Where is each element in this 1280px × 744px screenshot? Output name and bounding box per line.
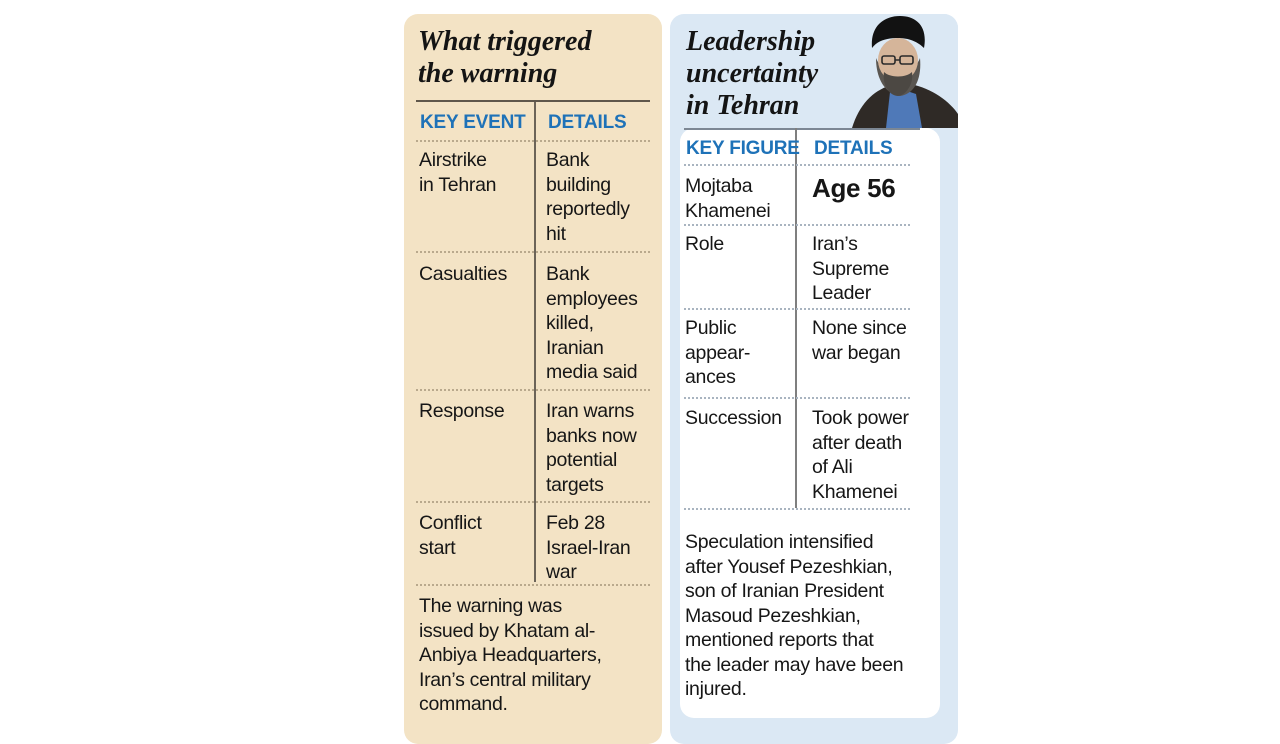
age-value: Age 56 [812,173,896,203]
details-cell: None since war began [812,317,907,364]
warning-note: The warning was issued by Khatam al- Anbiya Headquarters, Iran’s central military command. [419,595,602,715]
figure-cell: Role [685,233,724,255]
event-cell: Conflict start [419,512,482,559]
cleric-portrait-icon [846,14,958,128]
header-top-rule [416,100,650,102]
header-key-event: KEY EVENT [420,112,526,133]
header-details: DETAILS [548,112,627,133]
header-top-rule [684,128,920,130]
details-cell: Feb 28 Israel-Iran war [546,512,631,583]
row-divider [684,308,910,310]
warning-panel [404,14,662,744]
row-divider [684,164,910,166]
row-divider [416,140,650,142]
speculation-note: Speculation intensified after Yousef Pezeshkian, son of Iranian President Masoud Pezeshkian, mentioned reports that the leader may have been injured. [685,531,904,700]
details-cell: Iran’s Supreme Leader [812,233,890,304]
details-cell: Bank employees killed, Iranian media said [546,263,638,383]
warning-title: What triggered the warning [418,26,592,89]
figure-cell: Public appear- ances [685,317,751,388]
row-divider [416,389,650,391]
header-details: DETAILS [814,138,893,159]
details-cell: Bank building reportedly hit [546,149,630,245]
leadership-card [680,128,940,718]
details-cell: Took power after death of Ali Khamenei [812,407,909,503]
row-divider [416,501,650,503]
leadership-title: Leadership uncertainty in Tehran [686,26,819,121]
figure-cell: Succession [685,407,782,429]
row-divider [416,251,650,253]
event-cell: Airstrike in Tehran [419,149,497,196]
details-cell: Iran warns banks now potential targets [546,400,637,496]
figure-cell: Mojtaba Khamenei [685,175,771,222]
event-cell: Response [419,400,505,422]
header-key-figure: KEY FIGURE [686,138,800,159]
column-divider [795,128,797,508]
row-divider [684,397,910,399]
row-divider [684,508,910,510]
column-divider [534,102,536,582]
row-divider [684,224,910,226]
row-divider [416,584,650,586]
event-cell: Casualties [419,263,508,285]
leadership-panel [670,14,958,744]
